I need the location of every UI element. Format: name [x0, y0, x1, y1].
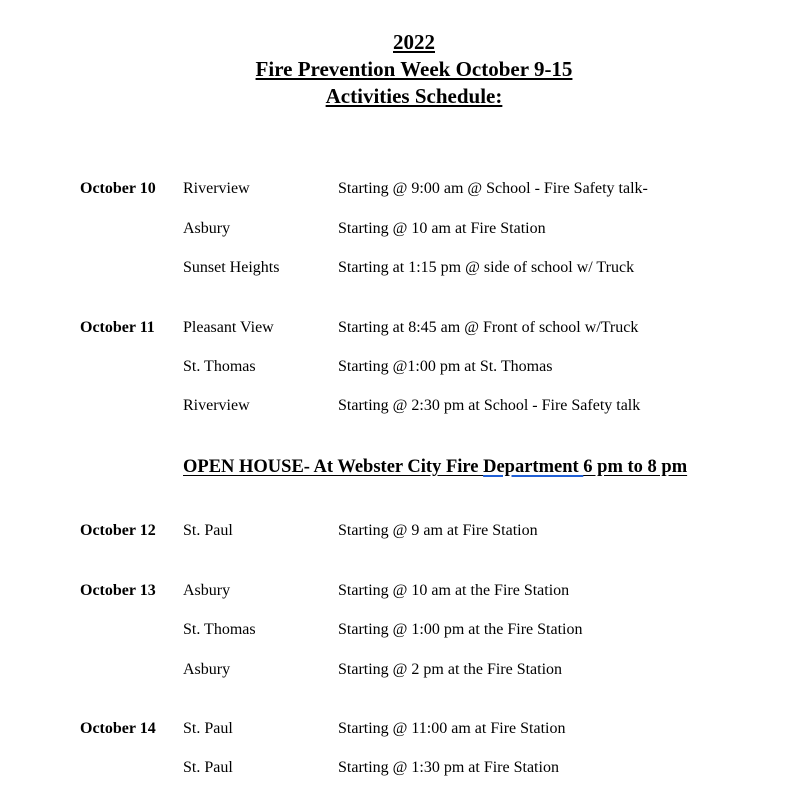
date-october-14: October 14 — [80, 720, 156, 737]
location-label: St. Paul — [183, 759, 233, 776]
document-year: 2022 — [393, 30, 435, 54]
activity-detail: Starting @ 1:30 pm at Fire Station — [338, 759, 559, 776]
activity-detail: Starting @ 10 am at Fire Station — [338, 220, 546, 237]
location-label: Asbury — [183, 220, 231, 237]
date-october-12: October 12 — [80, 522, 156, 539]
location-label: St. Thomas — [183, 621, 256, 638]
activity-detail: Starting @1:00 pm at St. Thomas — [338, 358, 553, 375]
location-label: Asbury — [183, 661, 231, 678]
location-label: St. Paul — [183, 720, 233, 737]
location-label: Asbury — [183, 582, 231, 599]
location-label: St. Paul — [183, 522, 233, 539]
location-label: Riverview — [183, 397, 250, 414]
activity-detail: Starting @ 9:00 am @ School - Fire Safety talk- — [338, 180, 648, 197]
document-subtitle: Activities Schedule: — [325, 84, 503, 108]
location-label: St. Thomas — [183, 358, 256, 375]
date-october-10: October 10 — [80, 180, 156, 197]
activity-detail: Starting @ 2:30 pm at School - Fire Safety talk — [338, 397, 641, 414]
department-link[interactable]: Department — [483, 457, 584, 477]
open-house-time: 6 pm to 8 pm — [583, 457, 688, 477]
document-title: Fire Prevention Week October 9-15 — [255, 57, 573, 81]
activity-detail: Starting @ 9 am at Fire Station — [338, 522, 538, 539]
activity-detail: Starting at 8:45 am @ Front of school w/Truck — [338, 319, 639, 336]
activity-detail: Starting @ 2 pm at the Fire Station — [338, 661, 563, 678]
activity-detail: Starting at 1:15 pm @ side of school w/ Truck — [338, 259, 635, 276]
activity-detail: Starting @ 11:00 am at Fire Station — [338, 720, 566, 737]
location-label: Pleasant View — [183, 319, 274, 336]
date-october-11: October 11 — [80, 319, 155, 336]
open-house-announcement — [183, 457, 687, 478]
activity-detail: Starting @ 10 am at the Fire Station — [338, 582, 570, 599]
open-house-text: OPEN HOUSE- At Webster City Fire — [183, 457, 484, 477]
location-label: Riverview — [183, 180, 250, 197]
activity-detail: Starting @ 1:00 pm at the Fire Station — [338, 621, 583, 638]
location-label: Sunset Heights — [183, 259, 280, 276]
date-october-13: October 13 — [80, 582, 156, 599]
